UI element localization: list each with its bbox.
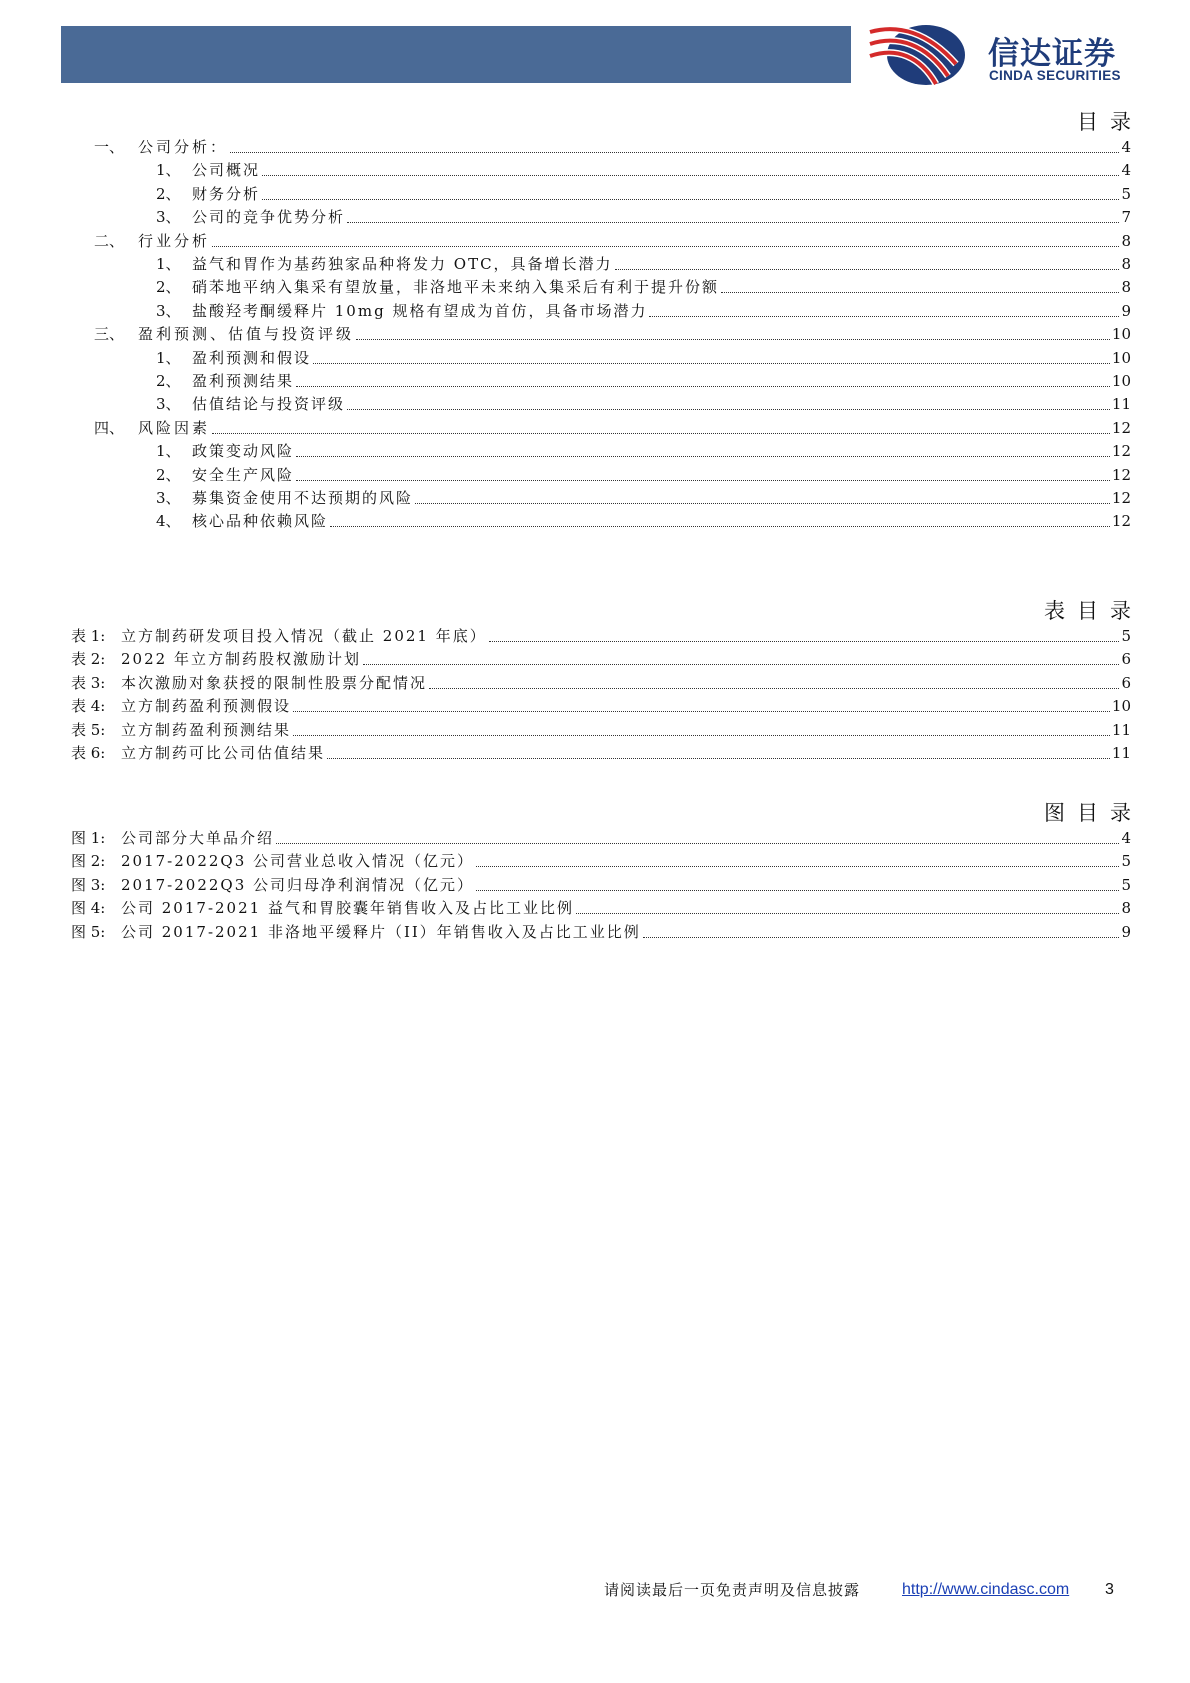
toc-entry-number: 图 2: (71, 852, 106, 871)
toc-dot-leader (643, 937, 1119, 938)
toc-dot-leader (293, 735, 1110, 736)
toc-entry-number: 图 5: (71, 922, 106, 941)
toc-dot-leader (649, 316, 1119, 317)
page-number: 3 (1105, 1581, 1114, 1598)
toc-dot-leader (293, 711, 1110, 712)
toc-dot-leader (212, 246, 1119, 247)
toc-dot-leader (262, 199, 1119, 200)
toc-entry-number: 2、 (156, 184, 181, 203)
logo-name-cn: 信达证券 (988, 36, 1116, 72)
toc-entry-title: 盈利预测和假设 (192, 348, 312, 367)
toc-entry-page: 8 (1121, 255, 1131, 273)
toc-entry-page: 11 (1111, 720, 1131, 739)
toc-entry-title: 公司 2017-2021 益气和胃胶囊年销售收入及占比工业比例 (121, 899, 574, 918)
toc-entry-page: 4 (1121, 829, 1131, 847)
toc-dot-leader (347, 409, 1110, 410)
toc-entry-title: 公司概况 (192, 161, 261, 180)
toc-entry-number: 图 1: (71, 829, 106, 847)
toc-dot-leader (721, 292, 1119, 293)
toc-entry-title: 政策变动风险 (192, 442, 295, 461)
toc-entry[interactable] (0, 369, 1131, 393)
toc-entry[interactable] (0, 252, 1131, 276)
toc-entry-number: 1、 (156, 255, 181, 273)
toc-entry-page: 12 (1111, 442, 1131, 461)
toc-dot-leader (212, 433, 1110, 434)
toc-entry[interactable] (0, 392, 1131, 416)
toc-entry-title: 公司分析： (138, 138, 229, 156)
toc-entry-title: 盐酸羟考酮缓释片 10mg 规格有望成为首仿，具备市场潜力 (192, 301, 648, 320)
toc-title: 目录 (1077, 110, 1143, 134)
toc-dot-leader (429, 688, 1119, 689)
toc-dot-leader (296, 386, 1110, 387)
cinda-logo (868, 22, 1168, 88)
toc-entry[interactable] (0, 158, 1131, 182)
toc-entry-title: 硝苯地平纳入集采有望放量，非洛地平未来纳入集采后有利于提升份额 (192, 278, 720, 297)
toc-entry-number: 3、 (156, 395, 181, 414)
toc-entry-page: 12 (1111, 465, 1131, 484)
toc-entry-number: 表 2: (71, 650, 106, 669)
toc-entry[interactable] (0, 624, 1131, 648)
toc-entry-title: 公司的竞争优势分析 (192, 208, 346, 227)
toc-entry-number: 3、 (156, 301, 181, 320)
toc-entry-title: 募集资金使用不达预期的风险 (192, 489, 414, 507)
tables-toc-title: 表目录 (1044, 599, 1143, 623)
toc-entry[interactable] (0, 486, 1131, 510)
toc-entry-number: 4、 (156, 512, 181, 531)
toc-entry[interactable] (0, 741, 1131, 765)
footer-disclaimer: 请阅读最后一页免责声明及信息披露 (604, 1581, 861, 1599)
toc-entry[interactable] (0, 416, 1131, 440)
toc-entry-number: 图 3: (71, 875, 106, 894)
toc-entry-page: 5 (1121, 875, 1131, 894)
toc-dot-leader (347, 222, 1119, 223)
toc-entry-title: 本次激励对象获授的限制性股票分配情况 (121, 673, 428, 692)
toc-dot-leader (415, 503, 1110, 504)
toc-entry-title: 2017-2022Q3 公司归母净利润情况（亿元） (121, 875, 475, 894)
toc-entry[interactable] (0, 229, 1131, 253)
toc-entry-title: 益气和胃作为基药独家品种将发力 OTC，具备增长潜力 (192, 255, 613, 273)
toc-entry-page: 5 (1121, 184, 1131, 203)
toc-entry-page: 4 (1121, 161, 1131, 180)
toc-entry-number: 图 4: (71, 899, 106, 918)
toc-entry-title: 盈利预测结果 (192, 372, 295, 390)
toc-entry-number: 2、 (156, 465, 181, 484)
toc-entry-page: 9 (1121, 922, 1131, 941)
toc-entry[interactable] (0, 135, 1131, 159)
toc-entry-number: 1、 (156, 442, 181, 461)
toc-entry-title: 估值结论与投资评级 (192, 395, 346, 414)
toc-entry-page: 12 (1111, 418, 1131, 437)
toc-entry-title: 立方制药盈利预测假设 (121, 697, 292, 716)
toc-entry-title: 公司部分大单品介绍 (121, 829, 275, 847)
toc-entry-page: 7 (1121, 208, 1131, 227)
toc-entry-title: 2017-2022Q3 公司营业总收入情况（亿元） (121, 852, 475, 871)
toc-entry-number: 表 5: (71, 720, 106, 739)
toc-dot-leader (476, 890, 1119, 891)
toc-dot-leader (615, 269, 1119, 270)
toc-entry-title: 2022 年立方制药股权激励计划 (121, 650, 361, 669)
toc-entry-number: 1、 (156, 161, 181, 180)
toc-entry-title: 财务分析 (192, 184, 261, 203)
toc-entry[interactable] (0, 671, 1131, 695)
toc-entry-number: 表 3: (71, 673, 106, 692)
toc-entry-title: 风险因素 (138, 418, 211, 437)
toc-entry-page: 8 (1121, 278, 1131, 297)
toc-dot-leader (313, 363, 1110, 364)
toc-dot-leader (330, 526, 1110, 527)
toc-entry[interactable] (0, 718, 1131, 742)
logo-name-en: CINDA SECURITIES (989, 68, 1121, 83)
toc-dot-leader (476, 866, 1119, 867)
toc-entry-page: 8 (1121, 899, 1131, 918)
footer-url-link[interactable]: http://www.cindasc.com (902, 1581, 1070, 1598)
toc-entry[interactable] (0, 849, 1131, 873)
figures-toc-title: 图目录 (1044, 801, 1143, 825)
toc-entry-title: 立方制药研发项目投入情况（截止 2021 年底） (121, 627, 487, 645)
toc-dot-leader (296, 480, 1110, 481)
toc-entry[interactable] (0, 299, 1131, 323)
toc-dot-leader (576, 913, 1119, 914)
toc-dot-leader (262, 175, 1119, 176)
toc-entry-page: 12 (1111, 512, 1131, 531)
toc-entry-page: 9 (1121, 301, 1131, 320)
toc-entry[interactable] (0, 346, 1131, 370)
toc-entry[interactable] (0, 275, 1131, 299)
cinda-logo-icon (868, 22, 972, 88)
toc-entry[interactable] (0, 182, 1131, 206)
toc-dot-leader (489, 641, 1119, 642)
toc-entry-page: 6 (1121, 673, 1131, 692)
toc-entry[interactable] (0, 873, 1131, 897)
toc-entry[interactable] (0, 205, 1131, 229)
toc-dot-leader (356, 339, 1110, 340)
toc-entry-page: 11 (1111, 744, 1131, 762)
toc-entry-title: 行业分析 (138, 231, 211, 250)
toc-entry-page: 8 (1121, 231, 1131, 250)
toc-entry-page: 10 (1111, 697, 1131, 716)
toc-entry[interactable] (0, 509, 1131, 533)
toc-entry-number: 三、 (94, 325, 125, 344)
toc-dot-leader (296, 456, 1110, 457)
toc-entry[interactable] (0, 439, 1131, 463)
toc-entry-number: 二、 (94, 231, 125, 250)
toc-entry-number: 表 6: (71, 744, 106, 762)
toc-entry-title: 盈利预测、估值与投资评级 (138, 325, 355, 344)
toc-entry[interactable] (0, 322, 1131, 346)
toc-dot-leader (230, 152, 1119, 153)
toc-entry-page: 6 (1121, 650, 1131, 669)
toc-entry-number: 3、 (156, 489, 181, 507)
toc-entry[interactable] (0, 647, 1131, 671)
toc-entry-page: 10 (1111, 372, 1131, 390)
toc-entry-title: 公司 2017-2021 非洛地平缓释片（II）年销售收入及占比工业比例 (121, 922, 641, 941)
toc-entry[interactable] (0, 826, 1131, 850)
toc-entry-title: 立方制药盈利预测结果 (121, 720, 292, 739)
toc-entry-number: 1、 (156, 348, 181, 367)
toc-entry-title: 核心品种依赖风险 (192, 512, 329, 531)
toc-dot-leader (276, 843, 1119, 844)
toc-entry-number: 表 4: (71, 697, 106, 716)
toc-entry-number: 一、 (94, 138, 125, 156)
toc-entry-number: 四、 (94, 418, 125, 437)
toc-entry[interactable] (0, 896, 1131, 920)
toc-entry-page: 10 (1111, 325, 1131, 344)
toc-entry-number: 2、 (156, 278, 181, 297)
toc-dot-leader (363, 664, 1119, 665)
toc-entry-page: 12 (1111, 489, 1131, 507)
toc-entry-page: 5 (1121, 852, 1131, 871)
toc-entry-page: 5 (1121, 627, 1131, 645)
toc-entry-title: 安全生产风险 (192, 465, 295, 484)
toc-entry-page: 4 (1121, 138, 1131, 156)
toc-dot-leader (327, 758, 1110, 759)
toc-entry[interactable] (0, 463, 1131, 487)
footer (0, 1577, 1190, 1603)
toc-entry-page: 10 (1111, 348, 1131, 367)
toc-entry[interactable] (0, 920, 1131, 944)
toc-entry-title: 立方制药可比公司估值结果 (121, 744, 326, 762)
toc-entry[interactable] (0, 694, 1131, 718)
toc-entry-page: 11 (1111, 395, 1131, 414)
toc-entry-number: 3、 (156, 208, 181, 227)
toc-entry-number: 2、 (156, 372, 181, 390)
toc-entry-number: 表 1: (71, 627, 106, 645)
header-bar (61, 26, 851, 83)
